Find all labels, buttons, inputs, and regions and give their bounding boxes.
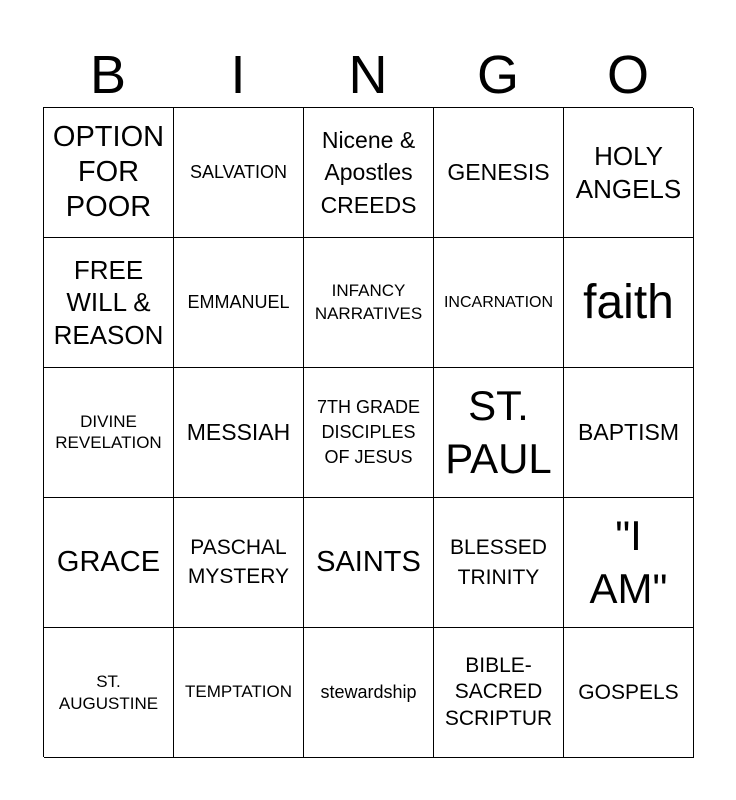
bingo-cell[interactable] xyxy=(44,368,174,498)
bingo-cell[interactable] xyxy=(564,238,694,368)
cell-text: 7TH GRADE DISCIPLES OF JESUS xyxy=(316,396,421,468)
cell-text: HOLY ANGELS xyxy=(575,141,682,204)
cell-text: FREE WILL & REASON xyxy=(53,255,164,350)
bingo-cell[interactable] xyxy=(434,628,564,758)
bingo-card-grid xyxy=(43,107,693,757)
cell-text: "I AM" xyxy=(589,512,668,612)
cell-text: ST. AUGUSTINE xyxy=(58,672,159,713)
header-letter-o: O xyxy=(606,45,649,105)
bingo-cell[interactable] xyxy=(174,368,304,498)
cell-text: TEMPTATION xyxy=(184,682,293,702)
bingo-cell[interactable] xyxy=(304,238,434,368)
header-letter-i: I xyxy=(230,45,246,105)
bingo-cell[interactable] xyxy=(304,108,434,238)
bingo-cell[interactable] xyxy=(174,628,304,758)
bingo-cell[interactable] xyxy=(434,498,564,628)
bingo-cell[interactable] xyxy=(564,498,694,628)
cell-text: INCARNATION xyxy=(443,293,554,311)
cell-text: ST. PAUL xyxy=(445,382,552,482)
bingo-cell[interactable] xyxy=(44,108,174,238)
cell-text: DIVINE REVELATION xyxy=(55,412,162,452)
cell-text: OPTION FOR POOR xyxy=(52,121,165,223)
bingo-cell[interactable] xyxy=(174,498,304,628)
bingo-cell[interactable] xyxy=(304,628,434,758)
cell-text: GOSPELS xyxy=(578,680,679,704)
bingo-cell[interactable] xyxy=(564,628,694,758)
bingo-cell[interactable] xyxy=(44,238,174,368)
cell-text: SAINTS xyxy=(316,546,421,579)
cell-text: SALVATION xyxy=(189,162,288,183)
bingo-header xyxy=(43,44,693,106)
cell-text: INFANCY NARRATIVES xyxy=(314,281,423,323)
bingo-cell[interactable] xyxy=(564,108,694,238)
cell-text: BLESSED TRINITY xyxy=(450,536,547,589)
bingo-cell[interactable] xyxy=(44,498,174,628)
bingo-cell[interactable] xyxy=(434,368,564,498)
cell-text: GRACE xyxy=(56,546,161,579)
cell-text: EMMANUEL xyxy=(187,292,290,313)
header-letter-g: G xyxy=(476,45,519,105)
bingo-cell[interactable] xyxy=(304,368,434,498)
header-letter-n: N xyxy=(348,45,388,105)
bingo-cell[interactable] xyxy=(304,498,434,628)
bingo-cell[interactable] xyxy=(174,108,304,238)
cell-text: PASCHAL MYSTERY xyxy=(187,536,290,588)
cell-text: stewardship xyxy=(320,682,417,703)
cell-text: Nicene & Apostles CREEDS xyxy=(320,127,417,218)
bingo-cell[interactable] xyxy=(564,368,694,498)
cell-text: GENESIS xyxy=(447,158,550,185)
cell-text: BAPTISM xyxy=(578,418,679,445)
header-letter-b: B xyxy=(89,45,127,105)
bingo-cell[interactable] xyxy=(174,238,304,368)
bingo-cell[interactable] xyxy=(434,108,564,238)
cell-text: MESSIAH xyxy=(186,418,291,445)
cell-text: BIBLE-SACRED SCRIPTUR xyxy=(444,654,553,730)
bingo-cell[interactable] xyxy=(44,628,174,758)
bingo-cell[interactable] xyxy=(434,238,564,368)
cell-text: faith xyxy=(583,275,674,329)
